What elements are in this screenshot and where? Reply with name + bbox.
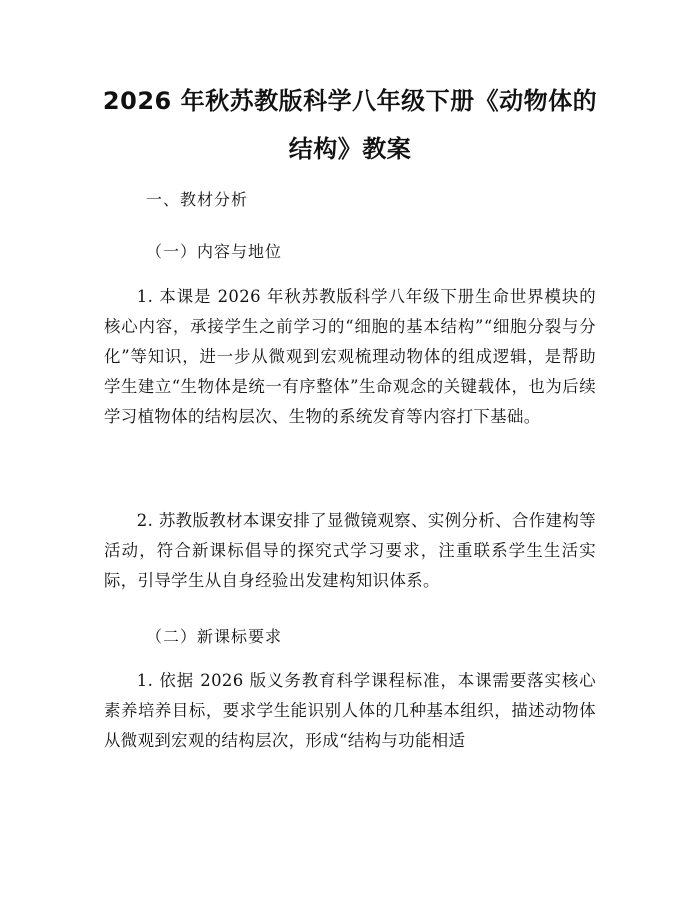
subsection-heading-content-position: （一）内容与地位 (146, 242, 283, 261)
body-paragraph-2: 2. 苏教版教材本课安排了显微镜观察、实例分析、合作建构等活动，符合新课标倡导的探究式学习要求，注重联系学生生活实际，引导学生从自身经验出发建构知识体系。 (104, 511, 596, 590)
subsection-heading-curriculum-standard: （二）新课标要求 (146, 627, 283, 646)
document-title-line-1: 2026 年秋苏教版科学八年级下册《动物体的 (102, 87, 598, 115)
body-paragraph-3: 1. 依据 2026 版义务教育科学课程标准，本课需要落实核心素养培养目标，要求学生能识别人体的几种基本组织，描述动物体从微观到宏观的结构层次，形成“结构与功能相适 (104, 671, 596, 750)
document-title-line-2: 结构》教案 (288, 135, 412, 163)
body-paragraph-1: 1. 本课是 2026 年秋苏教版科学八年级下册生命世界模块的核心内容，承接学生之前学习的“细胞的基本结构”“细胞分裂与分化”等知识，进一步从微观到宏观梳理动物体的组成逻辑，是帮助学生建立“生物体是统一有序整体”生命观念的关键载体，也为后续学习植物体的结构层次、生物的系统发育等内容打下基础。 (104, 287, 596, 426)
section-heading-textbook-analysis: 一、教材分析 (146, 190, 249, 209)
